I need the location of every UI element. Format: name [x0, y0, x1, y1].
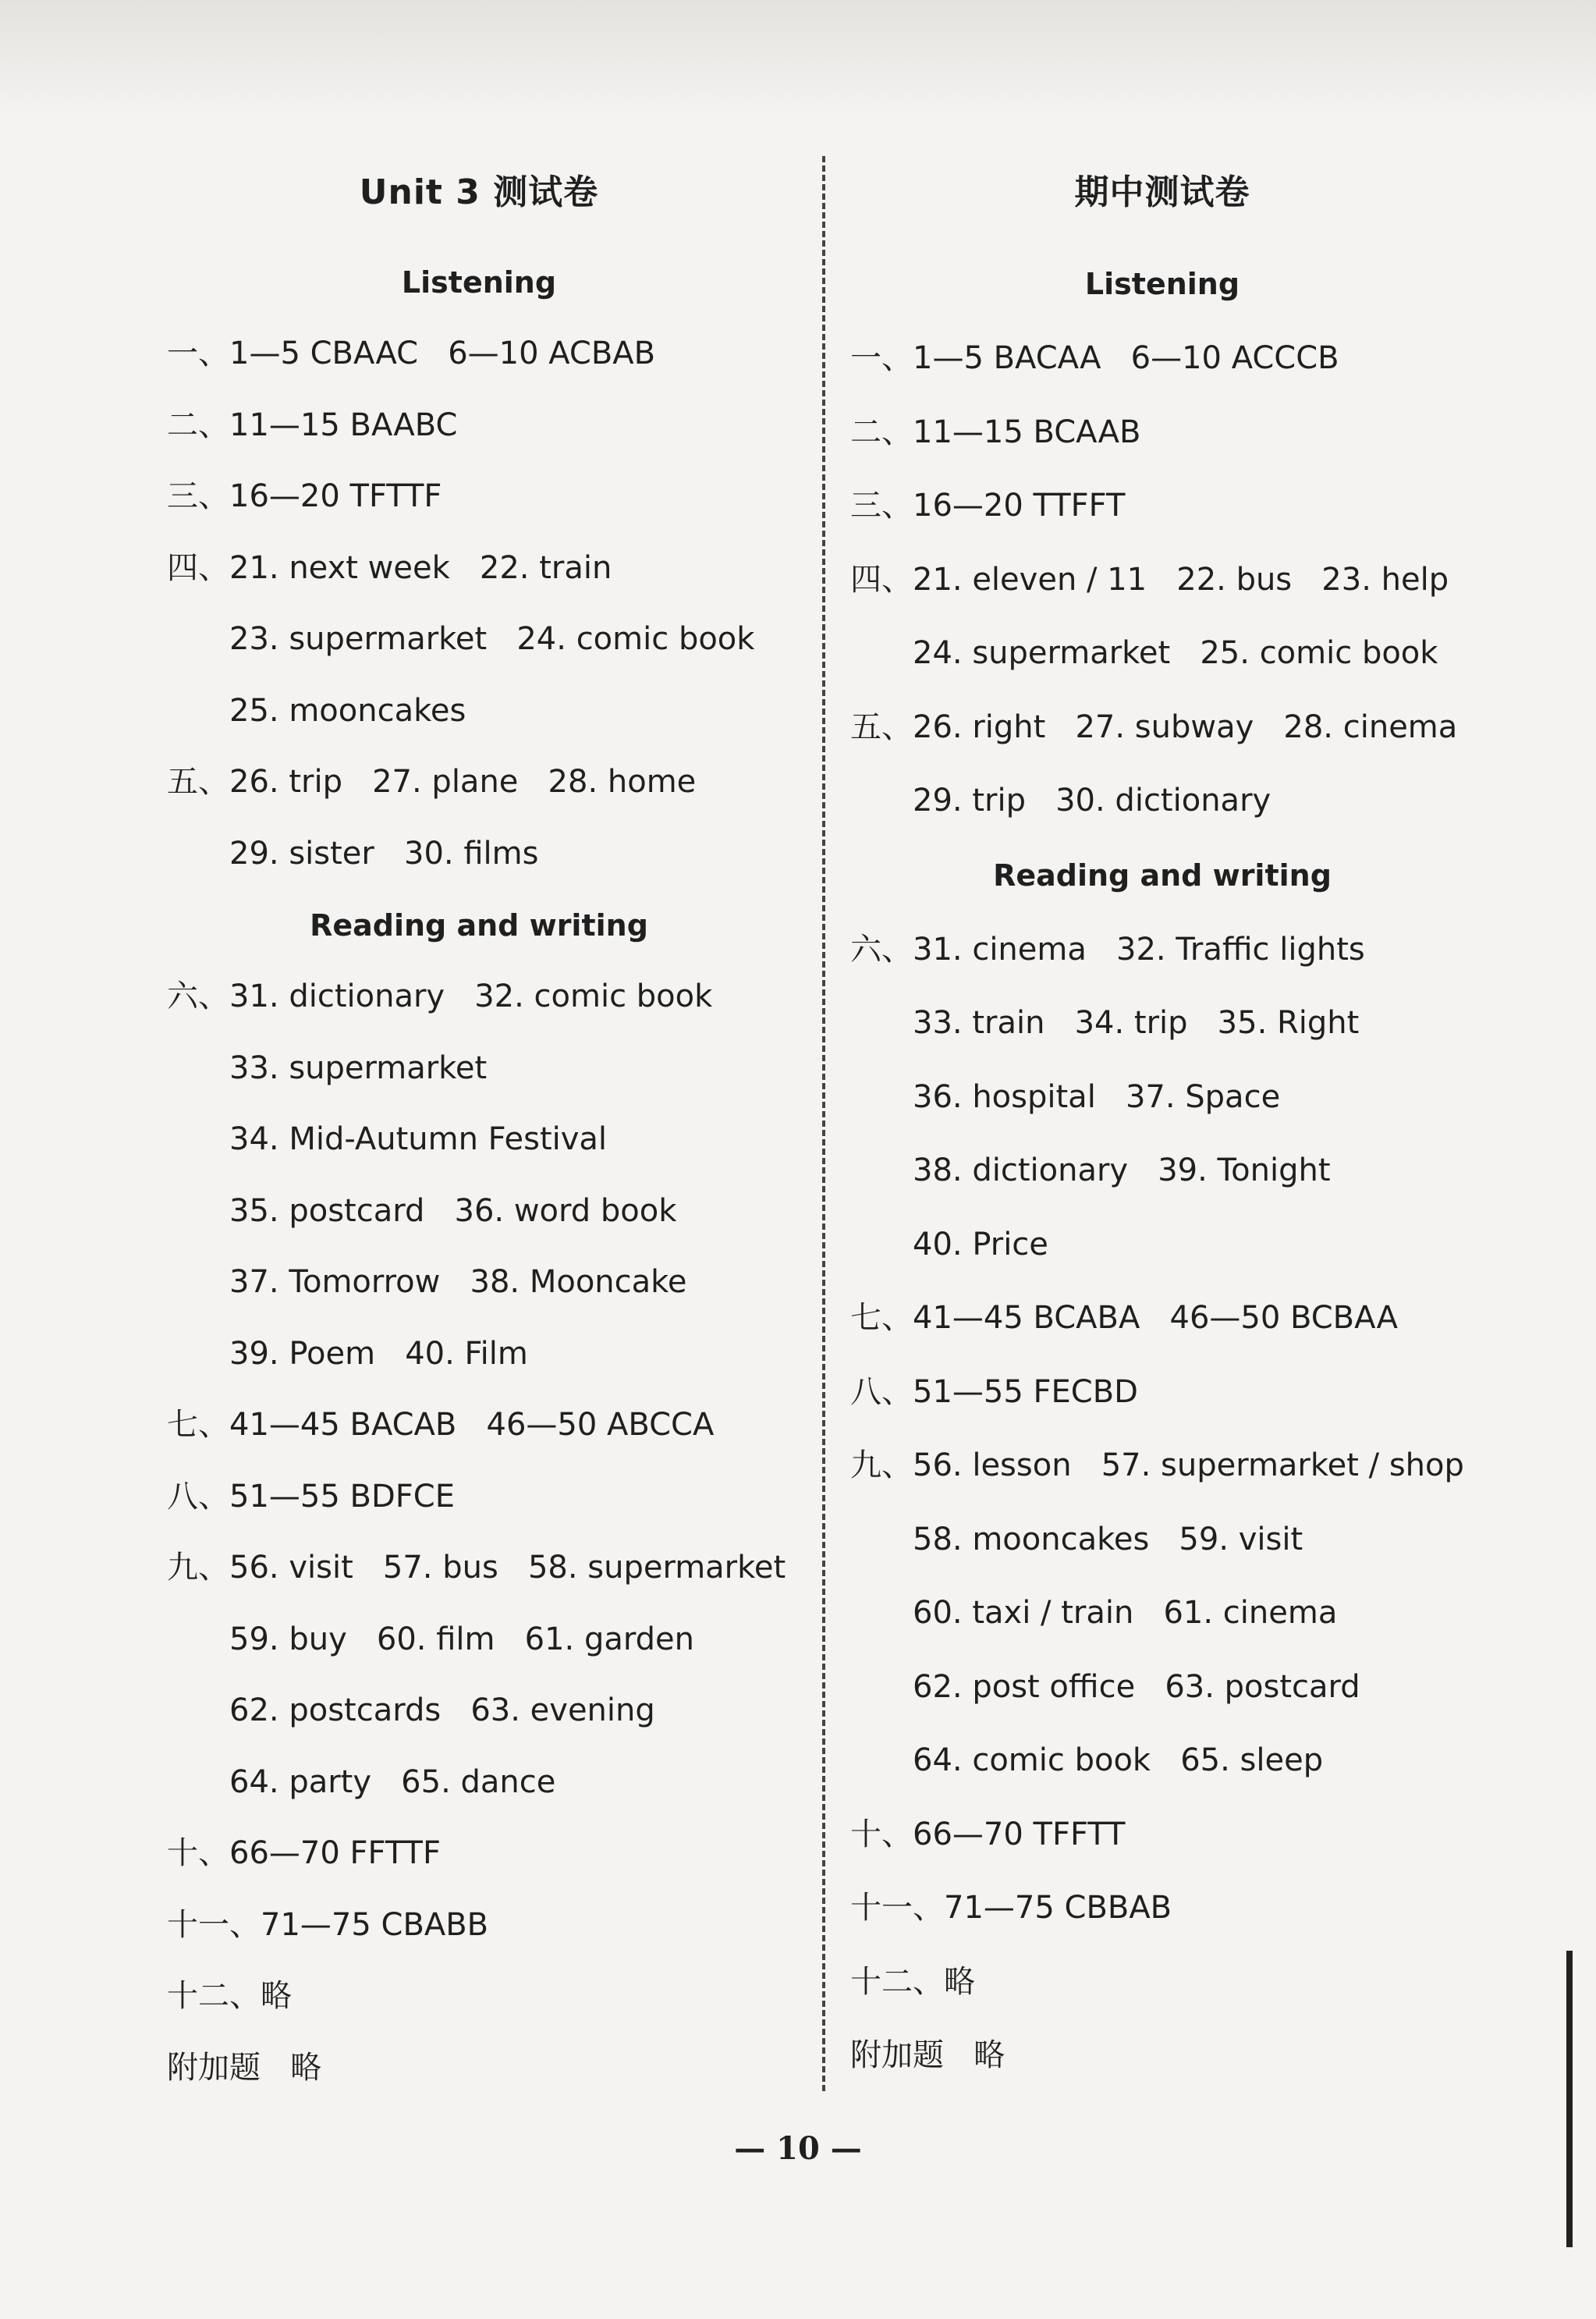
left-title: Unit 3 测试卷 — [359, 172, 599, 212]
answer-line: 33. supermarket — [229, 1049, 488, 1086]
answer-line: 37. Tomorrow 38. Mooncake — [229, 1264, 687, 1300]
answer-line: 38. dictionary 39. Tonight — [913, 1152, 1331, 1188]
answer-line: 八、51—55 FECBD — [850, 1373, 1138, 1410]
page-number: — 10 — — [734, 2130, 862, 2167]
right-reading-heading: Reading and writing — [993, 858, 1332, 893]
right-title: 期中测试卷 — [1074, 172, 1250, 212]
answer-line: 六、31. dictionary 32. comic book — [167, 978, 713, 1014]
answer-line: 一、1—5 BACAA 6—10 ACCCB — [850, 340, 1339, 376]
answer-line: 35. postcard 36. word book — [229, 1192, 677, 1229]
left-reading-answers — [167, 961, 838, 2104]
answer-line: 二、11—15 BCAAB — [850, 414, 1141, 450]
column-divider — [822, 156, 825, 2091]
right-column-midterm-test — [850, 164, 1521, 2093]
answer-line: 四、21. next week 22. train — [167, 549, 612, 586]
answer-line: 十二、略 — [167, 1978, 292, 2014]
right-listening-heading: Listening — [1084, 267, 1240, 301]
answer-line: 五、26. trip 27. plane 28. home — [167, 764, 697, 800]
answer-line: 62. post office 63. postcard — [913, 1668, 1360, 1705]
answer-line: 九、56. lesson 57. supermarket / shop — [850, 1447, 1464, 1483]
scan-shadow — [0, 0, 1596, 117]
answer-line: 60. taxi / train 61. cinema — [913, 1595, 1338, 1631]
answer-line: 十、66—70 TFFTT — [850, 1816, 1126, 1852]
answer-line: 三、16—20 TFTTF — [167, 478, 442, 514]
left-listening-heading: Listening — [401, 265, 557, 300]
answer-line: 七、41—45 BCABA 46—50 BCBAA — [850, 1300, 1398, 1336]
answer-line: 29. sister 30. films — [229, 835, 539, 872]
answer-line: 62. postcards 63. evening — [229, 1692, 655, 1728]
answer-line: 29. trip 30. dictionary — [913, 783, 1271, 819]
answer-line: 二、11—15 BAABC — [167, 407, 458, 443]
answer-line: 一、1—5 CBAAC 6—10 ACBAB — [167, 336, 656, 371]
answer-line: 七、41—45 BACAB 46—50 ABCCA — [167, 1407, 715, 1443]
answer-line: 六、31. cinema 32. Traffic lights — [850, 931, 1365, 968]
answer-line: 59. buy 60. film 61. garden — [229, 1621, 694, 1657]
answer-line: 四、21. eleven / 11 22. bus 23. help — [850, 561, 1449, 598]
answer-line: 64. party 65. dance — [229, 1763, 556, 1800]
answer-line: 十一、71—75 CBBAB — [850, 1890, 1172, 1926]
scan-edge-mark — [1566, 1951, 1573, 2247]
answer-line: 十一、71—75 CBABB — [167, 1906, 489, 1943]
right-reading-answers — [850, 913, 1521, 2093]
answer-line: 36. hospital 37. Space — [913, 1078, 1281, 1115]
left-listening-answers — [167, 318, 838, 890]
answer-line: 十二、略 — [850, 1963, 975, 2000]
left-reading-heading: Reading and writing — [310, 908, 648, 943]
answer-line: 十、66—70 FFTTF — [167, 1835, 441, 1871]
answer-line: 三、16—20 TTFFT — [850, 488, 1126, 524]
answer-line: 34. Mid-Autumn Festival — [229, 1121, 608, 1157]
answer-line: 24. supermarket 25. comic book — [913, 635, 1438, 671]
answer-line: 40. Price — [913, 1226, 1048, 1262]
answer-line: 八、51—55 BDFCE — [167, 1478, 455, 1515]
answer-line: 25. mooncakes — [229, 692, 466, 729]
answer-line: 九、56. visit 57. bus 58. supermarket — [167, 1550, 786, 1586]
right-listening-answers — [850, 321, 1521, 838]
answer-line: 附加题 略 — [167, 2049, 322, 2086]
answer-line: 58. mooncakes 59. visit — [913, 1521, 1303, 1557]
answer-line: 33. train 34. trip 35. Right — [913, 1005, 1360, 1041]
answer-line: 39. Poem 40. Film — [229, 1335, 528, 1372]
left-column-unit3-test — [167, 164, 838, 2104]
answer-line: 五、26. right 27. subway 28. cinema — [850, 708, 1458, 745]
answer-line: 64. comic book 65. sleep — [913, 1742, 1324, 1778]
answer-line: 附加题 略 — [850, 2037, 1005, 2073]
answer-line: 23. supermarket 24. comic book — [229, 621, 755, 657]
